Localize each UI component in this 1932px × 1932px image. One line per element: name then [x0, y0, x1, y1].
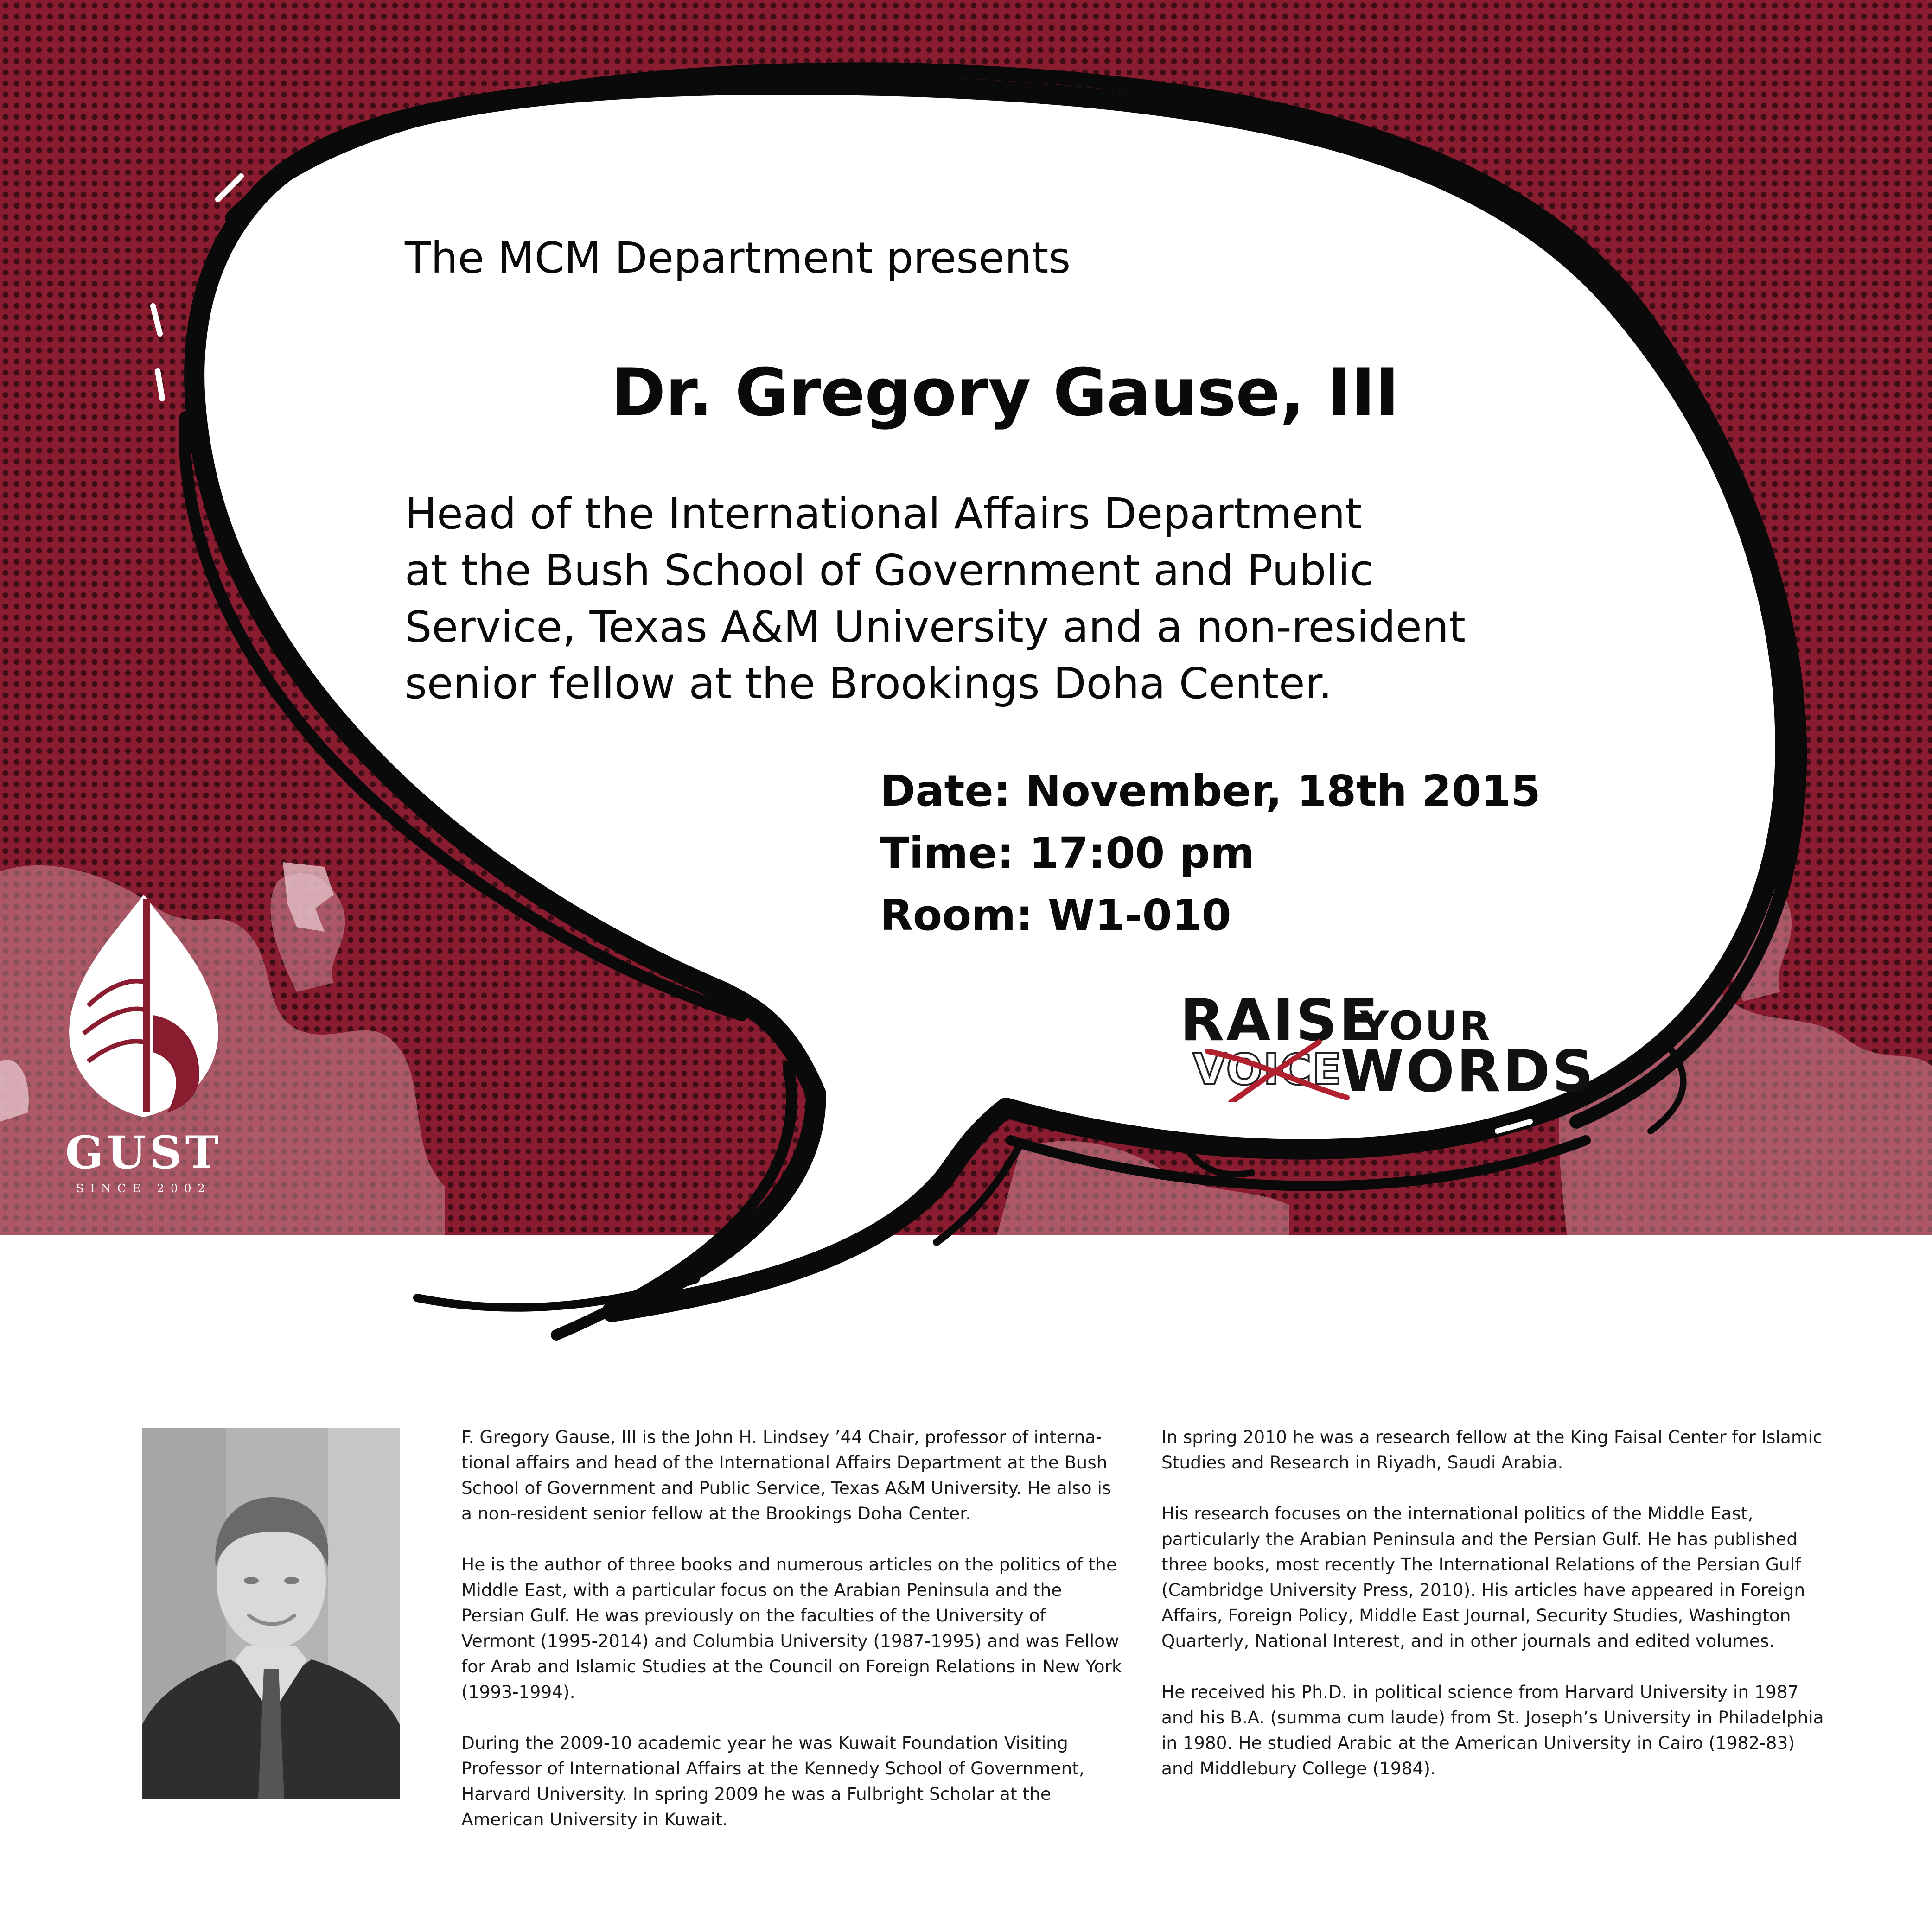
event-details	[880, 760, 1541, 947]
bio-paragraph: He received his Ph.D. in political science from Harvard University in 1987 and his B.A. (summa cum laude) from St. Joseph’s University in Philadelphia in 1980. He studied Arabic at the American University in Cairo (1982-83) and Middlebury College (1984).	[1161, 1682, 1824, 1779]
campaign-word-your: YOUR	[1360, 1003, 1492, 1049]
campaign-word-voice: VOICE	[1193, 1045, 1343, 1094]
bio-column-left	[461, 1424, 1124, 1858]
campaign-word-raise: RAISE	[1180, 987, 1380, 1054]
gust-logo-since: SINCE 2002	[76, 1182, 211, 1195]
bio-paragraph: In spring 2010 he was a research fellow at the King Faisal Center for Islamic Studies and Research in Riyadh, Saudi Arabia.	[1161, 1427, 1823, 1473]
gust-logo	[60, 867, 227, 1201]
speaker-name: Dr. Gregory Gause, III	[611, 355, 1399, 431]
gust-sail-logo-icon	[60, 867, 227, 1126]
bio-column-right	[1161, 1424, 1824, 1807]
campaign-logo	[1180, 987, 1595, 1126]
event-time: Time: 17:00 pm	[880, 828, 1255, 878]
red-cross-mark-icon	[1199, 1037, 1352, 1102]
event-date: Date: November, 18th 2015	[880, 766, 1541, 816]
bio-paragraph: His research focuses on the international politics of the Middle East, particularly the Arabian Peninsula and the Persian Gulf. He has published three books, most recently The International Relations of the Persian Gulf (Cambridge University Press, 2010). His articles have appeared in Foreign Affairs, Foreign Policy, Middle East Journal, Security Studies, Washington Quarterly, National Interest, and in other journals and edited volumes.	[1161, 1503, 1805, 1651]
speaker-role-line: at the Bush School of Government and Public	[405, 546, 1374, 595]
speaker-role-line: Head of the International Affairs Department	[405, 489, 1362, 539]
bio-paragraph: During the 2009-10 academic year he was Kuwait Foundation Visiting Professor of International Affairs at the Kennedy School of Government, Harvard University. In spring 2009 he was a Fulbright Scholar at the American University in Kuwait.	[461, 1733, 1084, 1830]
event-room: Room: W1-010	[880, 890, 1231, 940]
gust-logo-name: GUST	[65, 1126, 223, 1179]
presenter-line: The MCM Department presents	[405, 233, 1071, 283]
bio-paragraph: He is the author of three books and numerous articles on the politics of the Middle East, with a particular focus on the Arabian Peninsula and the Persian Gulf. He was previously on the faculties of the University of Vermont (1995-2014) and Columbia University (1987-1995) and was Fellow for Arab and Islamic Studies at the Council on Foreign Relations in New York (1993-1994).	[461, 1554, 1122, 1702]
bio-paragraph: F. Gregory Gause, III is the John H. Lindsey ’44 Chair, professor of interna-tional affairs and head of the International Affairs Department at the Bush School of Government and Public Service, Texas A&M University. He also is a non-resident senior fellow at the Brookings Doha Center.	[461, 1427, 1111, 1524]
speaker-role-line: Service, Texas A&M University and a non-resident	[405, 602, 1466, 652]
speaker-role-line: senior fellow at the Brookings Doha Center.	[405, 659, 1333, 708]
campaign-word-words: WORDS	[1340, 1038, 1595, 1105]
speaker-photo	[142, 1428, 400, 1799]
speaker-role	[405, 486, 1518, 712]
speaker-portrait-photo-icon	[142, 1428, 400, 1799]
